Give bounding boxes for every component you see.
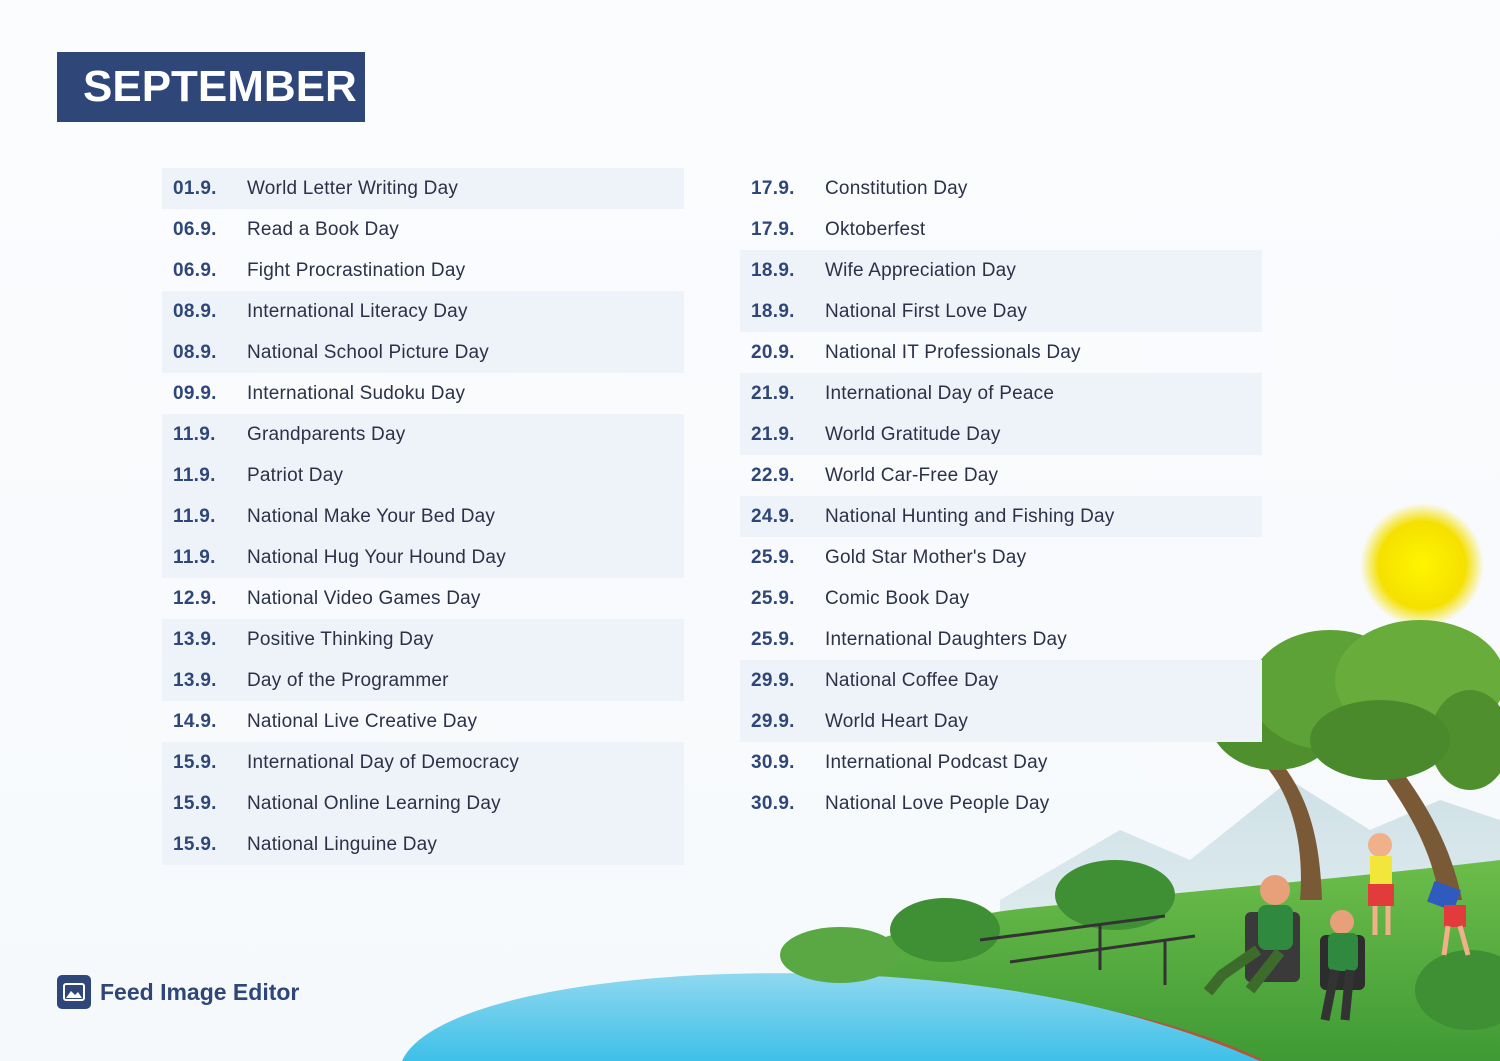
event-date: 06.9. — [173, 218, 217, 240]
event-date: 11.9. — [173, 505, 216, 527]
event-name: Grandparents Day — [247, 423, 406, 445]
sun — [1360, 503, 1484, 627]
event-name: Read a Book Day — [247, 218, 399, 240]
event-date: 21.9. — [751, 382, 795, 404]
event-name: National Coffee Day — [825, 669, 999, 691]
event-date: 15.9. — [173, 751, 217, 773]
event-date: 17.9. — [751, 218, 795, 240]
event-name: National Linguine Day — [247, 833, 438, 855]
event-row — [740, 742, 1262, 783]
event-date: 25.9. — [751, 587, 795, 609]
event-name: Oktoberfest — [825, 218, 926, 240]
event-name: International Day of Peace — [825, 382, 1055, 404]
events-list-left — [162, 168, 684, 865]
event-name: National Live Creative Day — [247, 710, 478, 732]
event-name: National Love People Day — [825, 792, 1050, 814]
event-date: 18.9. — [751, 300, 795, 322]
event-date: 15.9. — [173, 833, 217, 855]
event-row — [162, 824, 684, 865]
event-row — [740, 537, 1262, 578]
brand-name: Feed Image Editor — [100, 978, 300, 1005]
event-date: 01.9. — [173, 177, 217, 199]
event-name: National School Picture Day — [247, 341, 489, 363]
event-row — [162, 742, 684, 783]
event-date: 30.9. — [751, 751, 795, 773]
event-row — [162, 701, 684, 742]
event-name: Gold Star Mother's Day — [825, 546, 1027, 568]
event-name: Day of the Programmer — [247, 669, 449, 691]
event-name: National Video Games Day — [247, 587, 481, 609]
event-date: 13.9. — [173, 628, 217, 650]
event-name: International Day of Democracy — [247, 751, 520, 773]
event-row — [740, 578, 1262, 619]
event-date: 25.9. — [751, 628, 795, 650]
event-row — [740, 701, 1262, 742]
event-name: World Letter Writing Day — [247, 177, 459, 199]
event-row — [740, 414, 1262, 455]
event-row — [740, 455, 1262, 496]
event-row — [162, 373, 684, 414]
event-date: 08.9. — [173, 341, 217, 363]
event-name: Positive Thinking Day — [247, 628, 434, 650]
event-row — [740, 209, 1262, 250]
event-row — [740, 291, 1262, 332]
event-date: 08.9. — [173, 300, 217, 322]
event-row — [162, 168, 684, 209]
event-row — [740, 660, 1262, 701]
event-row — [162, 455, 684, 496]
event-date: 15.9. — [173, 792, 217, 814]
event-row — [162, 660, 684, 701]
event-date: 30.9. — [751, 792, 795, 814]
event-date: 20.9. — [751, 341, 795, 363]
event-date: 11.9. — [173, 546, 216, 568]
month-banner — [57, 52, 365, 122]
event-name: National Hug Your Hound Day — [247, 546, 506, 568]
event-name: Wife Appreciation Day — [825, 259, 1017, 281]
event-name: National IT Professionals Day — [825, 341, 1081, 363]
event-date: 29.9. — [751, 669, 795, 691]
event-name: World Gratitude Day — [825, 423, 1001, 445]
event-name: Fight Procrastination Day — [247, 259, 466, 281]
event-name: International Literacy Day — [247, 300, 468, 322]
event-row — [740, 619, 1262, 660]
event-date: 18.9. — [751, 259, 795, 281]
event-name: National Hunting and Fishing Day — [825, 505, 1115, 527]
event-name: International Podcast Day — [825, 751, 1048, 773]
event-row — [162, 496, 684, 537]
event-name: National Online Learning Day — [247, 792, 501, 814]
event-name: World Heart Day — [825, 710, 969, 732]
image-icon — [57, 975, 91, 1009]
event-row — [740, 373, 1262, 414]
event-name: National Make Your Bed Day — [247, 505, 496, 527]
event-name: National First Love Day — [825, 300, 1028, 322]
event-row — [162, 291, 684, 332]
event-row — [162, 537, 684, 578]
event-name: International Daughters Day — [825, 628, 1067, 650]
brand-footer — [57, 975, 299, 1009]
event-date: 06.9. — [173, 259, 217, 281]
event-name: International Sudoku Day — [247, 382, 466, 404]
month-title: SEPTEMBER — [83, 62, 357, 111]
event-date: 12.9. — [173, 587, 217, 609]
event-date: 25.9. — [751, 546, 795, 568]
event-date: 11.9. — [173, 464, 216, 486]
event-date: 24.9. — [751, 505, 795, 527]
event-row — [740, 250, 1262, 291]
event-date: 14.9. — [173, 710, 217, 732]
event-name: Patriot Day — [247, 464, 344, 486]
event-name: Constitution Day — [825, 177, 968, 199]
event-date: 21.9. — [751, 423, 795, 445]
event-row — [740, 496, 1262, 537]
event-row — [162, 332, 684, 373]
event-row — [740, 168, 1262, 209]
event-row — [162, 619, 684, 660]
event-row — [162, 578, 684, 619]
event-date: 22.9. — [751, 464, 795, 486]
event-row — [162, 209, 684, 250]
event-date: 09.9. — [173, 382, 217, 404]
event-date: 29.9. — [751, 710, 795, 732]
event-name: World Car-Free Day — [825, 464, 999, 486]
event-date: 11.9. — [173, 423, 216, 445]
event-row — [162, 414, 684, 455]
event-row — [162, 783, 684, 824]
event-row — [740, 783, 1262, 824]
event-row — [740, 332, 1262, 373]
event-date: 13.9. — [173, 669, 217, 691]
event-date: 17.9. — [751, 177, 795, 199]
events-list-right — [740, 168, 1262, 824]
event-row — [162, 250, 684, 291]
event-name: Comic Book Day — [825, 587, 970, 609]
